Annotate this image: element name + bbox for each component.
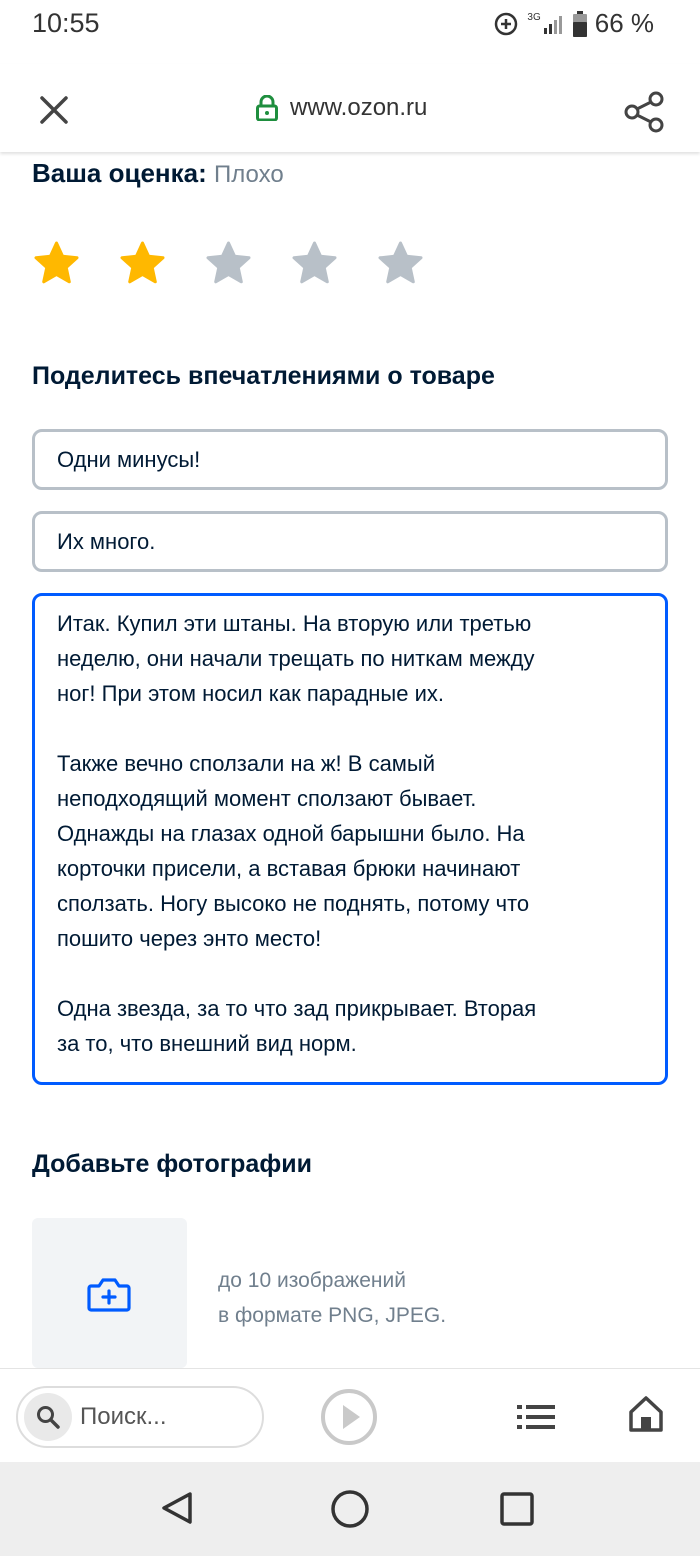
rating-line (32, 158, 284, 189)
pros-field[interactable] (32, 429, 668, 490)
list-icon[interactable] (517, 1403, 555, 1431)
data-saver-icon (493, 11, 519, 37)
signal-icon (543, 13, 565, 35)
star-2-filled-icon[interactable] (118, 240, 167, 289)
network-type: 3G (527, 12, 541, 23)
home-icon[interactable] (628, 1395, 664, 1433)
search-placeholder: Поиск... (80, 1403, 167, 1430)
recents-icon[interactable] (500, 1492, 534, 1526)
lock-icon (256, 95, 278, 121)
review-section-title: Поделитесь впечатлениями о товаре (32, 362, 495, 390)
search-input[interactable] (16, 1386, 264, 1448)
comment-field[interactable]: Итак. Купил эти штаны. На вторую или третью неделю, они начали трещать по ниткам между ног! При этом носил как парадные их. Также вечно сползали на ж! В самый неподходящий момент сползают бывает. Однажды на глазах одной барышни было. На корточки присели, а вставая брюки начинают сползать. Ногу высоко не поднять, потому что пошито через энто место! Одна звезда, за то что зад прикрывает. Вторая за то, что внешний вид норм. (32, 593, 668, 1085)
status-icons (493, 8, 654, 39)
photo-hint-line1: до 10 изображений (218, 1269, 406, 1292)
rating-value-text: Плохо (214, 161, 284, 188)
search-icon (24, 1393, 72, 1441)
home-circle-icon[interactable] (330, 1489, 370, 1529)
address-bar[interactable] (256, 94, 427, 122)
camera-plus-icon (87, 1274, 131, 1314)
star-5-empty-icon[interactable] (376, 240, 425, 289)
cons-field-value: Их много. (57, 528, 156, 554)
battery-percent: 66 % (594, 8, 654, 38)
photos-section-title: Добавьте фотографии (32, 1150, 312, 1178)
status-time: 10:55 (32, 8, 100, 38)
url-text: www.ozon.ru (290, 94, 428, 121)
rating-label: Ваша оценка: (32, 158, 207, 188)
close-icon[interactable] (34, 90, 74, 130)
photo-hint (218, 1263, 446, 1333)
back-icon[interactable] (158, 1490, 194, 1526)
rating-stars (32, 240, 425, 289)
star-4-empty-icon[interactable] (290, 240, 339, 289)
battery-icon (573, 11, 587, 37)
status-bar (0, 0, 700, 52)
bottom-toolbar (0, 1368, 700, 1462)
star-1-filled-icon[interactable] (32, 240, 81, 289)
cons-field[interactable] (32, 511, 668, 572)
photo-hint-line2: в формате PNG, JPEG. (218, 1304, 447, 1327)
play-icon[interactable] (320, 1388, 378, 1446)
browser-toolbar (0, 64, 700, 152)
android-navigation-bar (0, 1462, 700, 1556)
star-3-empty-icon[interactable] (204, 240, 253, 289)
share-icon[interactable] (622, 90, 666, 134)
pros-field-value: Одни минусы! (57, 446, 201, 472)
add-photo-button[interactable] (32, 1218, 187, 1368)
